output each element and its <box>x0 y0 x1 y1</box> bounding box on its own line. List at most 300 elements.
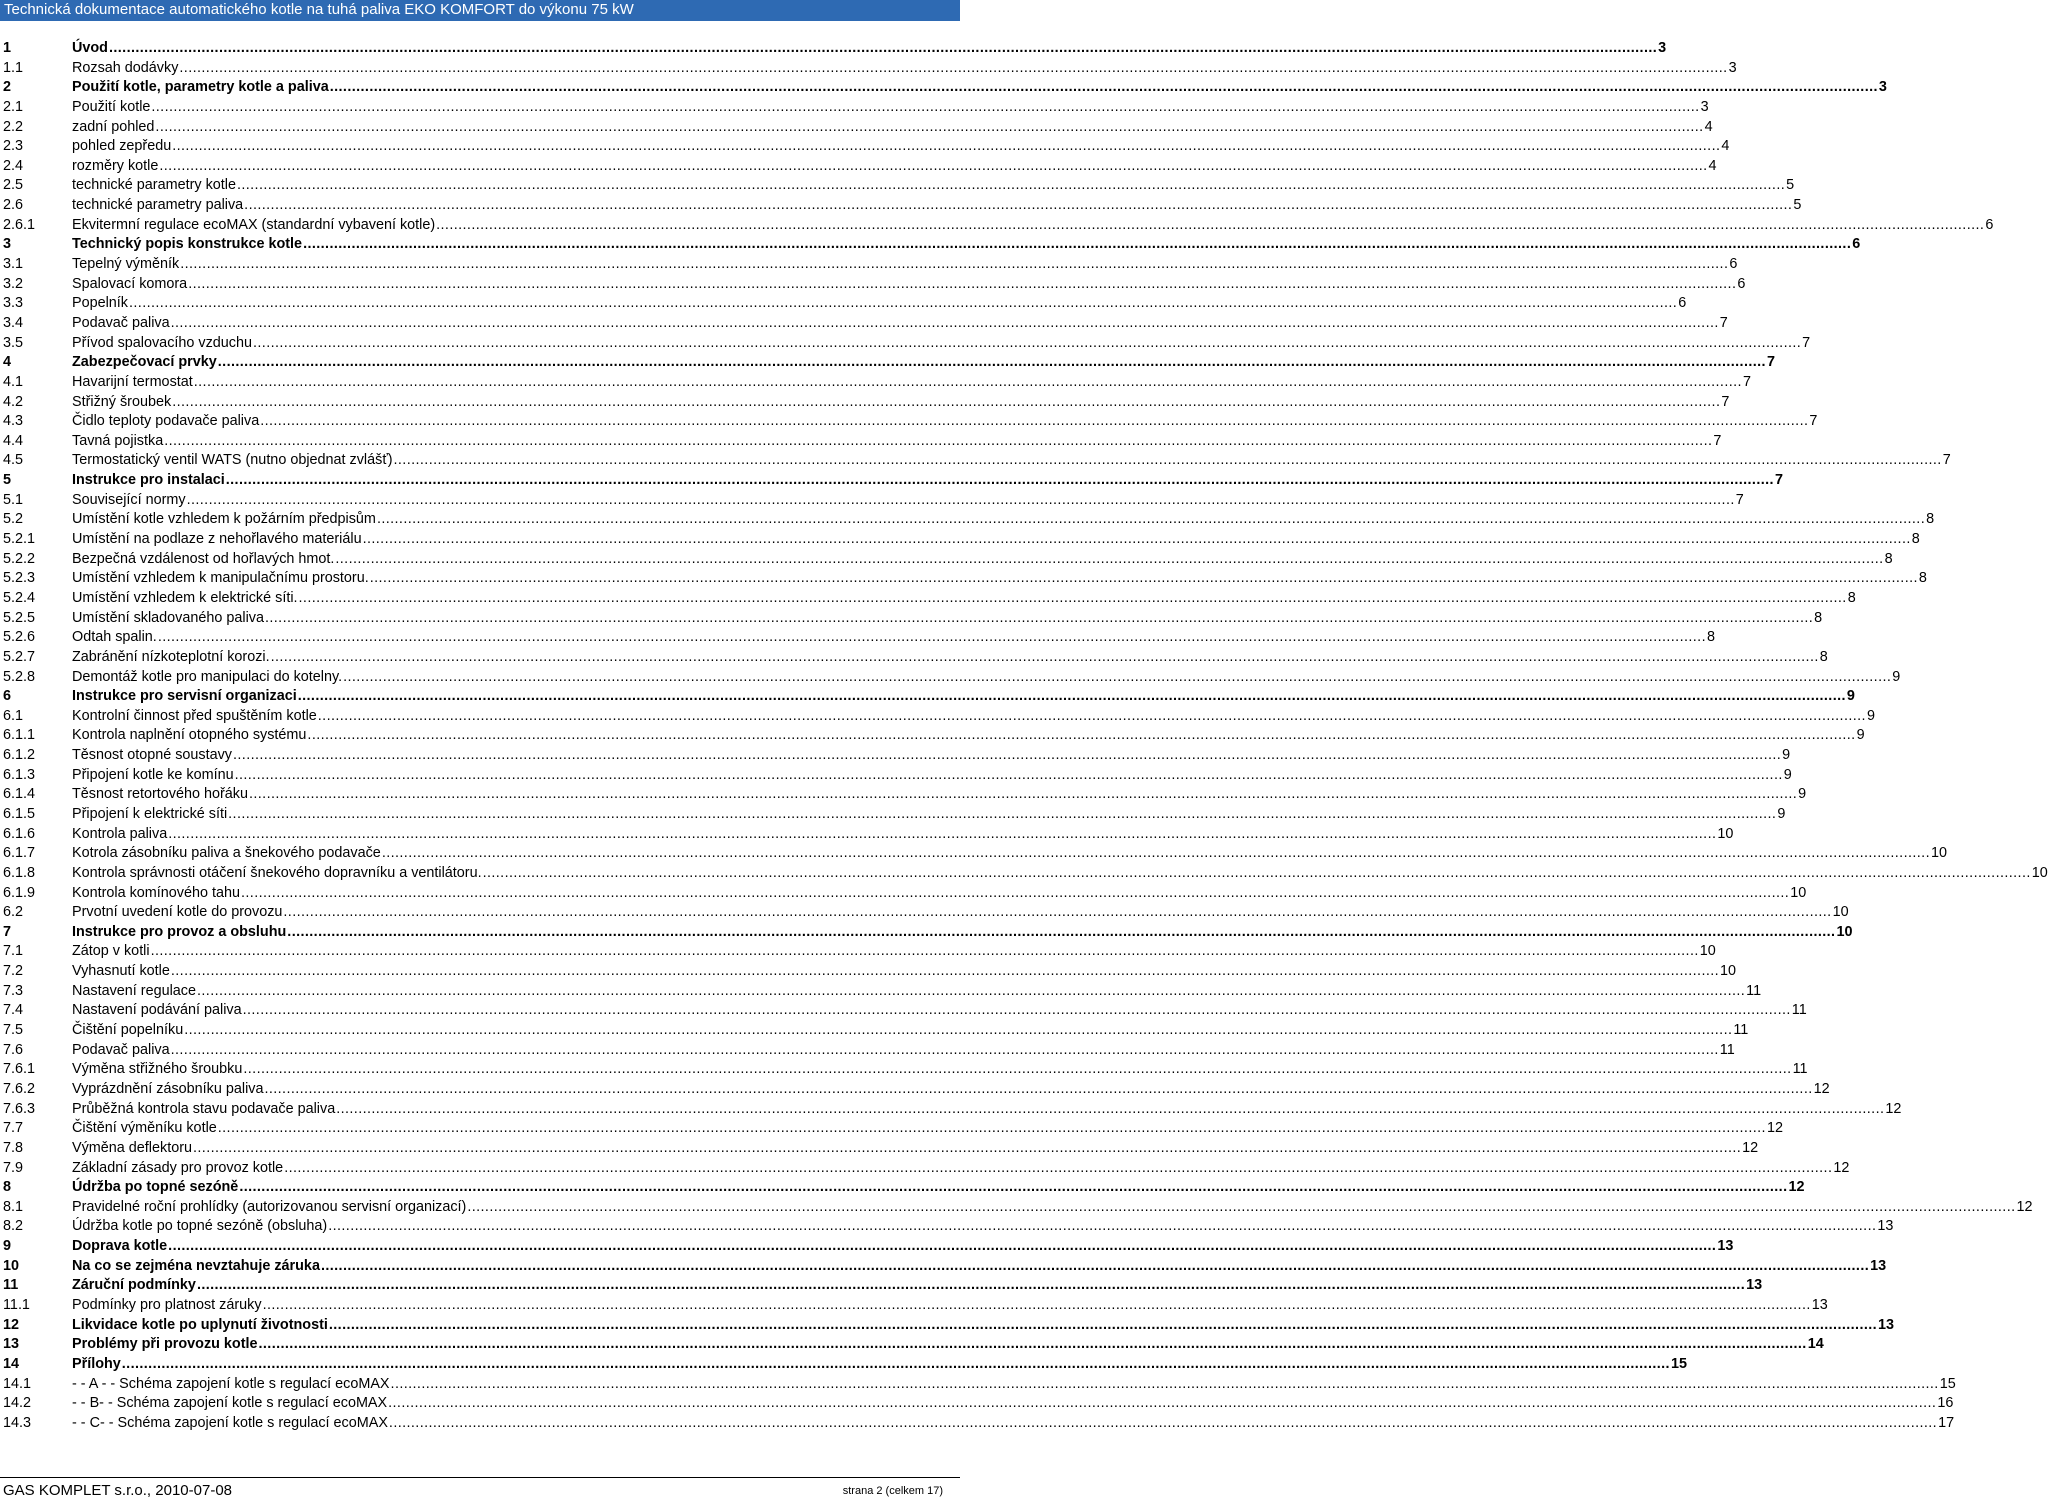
toc-dot-leader <box>394 451 1942 471</box>
toc-entry[interactable] <box>3 766 1792 786</box>
toc-entry[interactable] <box>3 1316 1895 1336</box>
toc-entry-number: 4 <box>3 354 12 371</box>
toc-entry-page: 11 <box>1719 1041 1735 1058</box>
toc-entry-title: Umístění vzhledem k elektrické síti. <box>72 589 298 606</box>
toc-entry-title: Kontrola paliva <box>72 825 168 842</box>
toc-entry-page: 9 <box>1777 805 1786 822</box>
toc-entry-title: Umístění vzhledem k manipulačnímu prostoru. <box>72 570 369 587</box>
toc-entry-page: 12 <box>1813 1080 1830 1097</box>
toc-entry-number: 2.3 <box>3 138 24 155</box>
toc-entry-title: Na co se zejména nevztahuje záruka <box>72 1257 320 1274</box>
document-header: Technická dokumentace automatického kotle na tuhá paliva EKO KOMFORT do výkonu 75 kW <box>0 0 960 21</box>
toc-entry[interactable] <box>3 962 1737 982</box>
toc-dot-leader <box>271 648 1819 668</box>
toc-entry-title: Těsnost retortového hořáku <box>72 786 248 803</box>
toc-entry-number: 14.1 <box>3 1375 32 1392</box>
toc-entry[interactable] <box>3 687 1855 707</box>
toc-entry-number: 14 <box>3 1355 20 1372</box>
toc-entry-title: Technický popis konstrukce kotle <box>72 236 303 253</box>
toc-entry-number: 4.3 <box>3 413 24 430</box>
toc-entry[interactable] <box>3 451 1951 471</box>
toc-entry-title: Zátop v kotli <box>72 943 150 960</box>
toc-entry-number: 4.5 <box>3 452 24 469</box>
toc-entry[interactable] <box>3 334 1811 354</box>
toc-entry[interactable] <box>3 216 1994 236</box>
toc-entry-title: Instrukce pro servisní organizaci <box>72 688 297 705</box>
toc-dot-leader <box>330 78 1878 98</box>
toc-entry-number: 5.2.8 <box>3 668 36 685</box>
toc-entry-page: 7 <box>1766 354 1775 371</box>
toc-entry-page: 15 <box>1670 1355 1687 1372</box>
toc-entry-title: Údržba kotle po topné sezóně (obsluha) <box>72 1218 328 1235</box>
toc-entry-number: 8.1 <box>3 1198 24 1215</box>
toc-entry-title: Podavač paliva <box>72 314 170 331</box>
toc-entry-number: 14.2 <box>3 1395 32 1412</box>
toc-dot-leader <box>249 785 1797 805</box>
toc-dot-leader <box>298 687 1846 707</box>
toc-dot-leader <box>336 1100 1884 1120</box>
toc-entry[interactable] <box>3 1139 1759 1159</box>
toc-entry-number: 1.1 <box>3 59 24 76</box>
toc-entry-page: 7 <box>1735 491 1744 508</box>
toc-entry[interactable] <box>3 196 1802 216</box>
toc-entry[interactable] <box>3 1080 1830 1100</box>
toc-entry-number: 6.1.8 <box>3 864 36 881</box>
toc-entry-page: 3 <box>1700 98 1709 115</box>
toc-entry-page: 7 <box>1802 334 1811 351</box>
toc-entry-number: 5.2.4 <box>3 589 36 606</box>
toc-entry[interactable] <box>3 373 1751 393</box>
toc-entry[interactable] <box>3 844 1947 864</box>
toc-entry-page: 16 <box>1937 1395 1954 1412</box>
toc-dot-leader <box>164 432 1712 452</box>
toc-entry-number: 2.2 <box>3 118 24 135</box>
toc-entry-title: Výměna deflektoru <box>72 1139 192 1156</box>
toc-entry-number: 6.2 <box>3 904 24 921</box>
toc-entry-page: 7 <box>1774 472 1783 489</box>
toc-entry[interactable] <box>3 432 1722 452</box>
toc-entry-page: 8 <box>1819 648 1828 665</box>
toc-entry-page: 13 <box>1746 1277 1763 1294</box>
toc-entry-number: 7.2 <box>3 963 24 980</box>
toc-entry-number: 2.1 <box>3 98 24 115</box>
toc-dot-leader <box>307 726 1855 746</box>
toc-entry-title: Údržba po topné sezóně <box>72 1179 239 1196</box>
toc-dot-leader <box>388 1394 1936 1414</box>
toc-dot-leader <box>299 589 1847 609</box>
toc-entry-number: 7.5 <box>3 1022 24 1039</box>
toc-entry-number: 7.1 <box>3 943 24 960</box>
toc-entry[interactable] <box>3 825 1734 845</box>
toc-dot-leader <box>159 157 1707 177</box>
toc-entry[interactable] <box>3 923 1853 943</box>
toc-entry-number: 9 <box>3 1238 12 1255</box>
toc-entry[interactable] <box>3 471 1783 491</box>
toc-entry-number: 13 <box>3 1336 20 1353</box>
toc-dot-leader <box>122 1355 1670 1375</box>
toc-entry[interactable] <box>3 746 1791 766</box>
toc-entry-title: Zabezpečovací prvky <box>72 354 217 371</box>
toc-entry-title: Umístění kotle vzhledem k požárním předpisům <box>72 511 376 528</box>
toc-entry-number: 12 <box>3 1316 20 1333</box>
toc-entry-number: 14.3 <box>3 1414 32 1431</box>
toc-entry[interactable] <box>3 550 1893 570</box>
toc-entry-number: 5.2.3 <box>3 570 36 587</box>
toc-entry-page: 10 <box>2031 864 2048 881</box>
toc-entry-title: Prvotní uvedení kotle do provozu <box>72 904 283 921</box>
toc-entry-title: Podavač paliva <box>72 1041 170 1058</box>
toc-entry[interactable] <box>3 942 1716 962</box>
toc-entry[interactable] <box>3 275 1746 295</box>
toc-entry-title: Zabránění nízkoteplotní korozi. <box>72 648 270 665</box>
toc-entry-page: 5 <box>1786 177 1795 194</box>
toc-entry-number: 11 <box>3 1277 19 1294</box>
toc-dot-leader <box>263 1296 1811 1316</box>
toc-dot-leader <box>239 1178 1787 1198</box>
toc-entry[interactable] <box>3 648 1828 668</box>
toc-entry[interactable] <box>3 668 1901 688</box>
toc-entry-title: Vyprázdnění zásobníku paliva <box>72 1080 264 1097</box>
toc-entry-page: 11 <box>1733 1022 1749 1039</box>
toc-entry-number: 3.3 <box>3 295 24 312</box>
toc-entry-page: 6 <box>1852 236 1861 253</box>
toc-entry-page: 12 <box>1742 1139 1759 1156</box>
toc-entry[interactable] <box>3 1021 1749 1041</box>
toc-entry-title: Vyhasnutí kotle <box>72 963 170 980</box>
toc-entry[interactable] <box>3 1217 1894 1237</box>
toc-entry[interactable] <box>3 1237 1734 1257</box>
toc-dot-leader <box>328 1217 1876 1237</box>
toc-entry[interactable] <box>3 628 1715 648</box>
toc-entry-title: - - C- - Schéma zapojení kotle s regulací ecoMAX <box>72 1414 388 1431</box>
toc-entry[interactable] <box>3 1394 1954 1414</box>
toc-entry[interactable] <box>3 314 1728 334</box>
toc-entry-title: Výměna střižného šroubku <box>72 1061 243 1078</box>
toc-entry-title: Přívod spalovacího vzduchu <box>72 334 252 351</box>
toc-entry-number: 7.3 <box>3 982 24 999</box>
toc-entry[interactable] <box>3 1119 1783 1139</box>
toc-dot-leader <box>172 137 1720 157</box>
toc-dot-leader <box>260 412 1808 432</box>
toc-entry-page: 14 <box>1807 1336 1824 1353</box>
toc-dot-leader <box>194 373 1742 393</box>
toc-entry-number: 7.8 <box>3 1139 24 1156</box>
toc-entry[interactable] <box>3 176 1795 196</box>
toc-entry[interactable] <box>3 530 1920 550</box>
toc-entry-page: 7 <box>1713 432 1722 449</box>
toc-entry-page: 5 <box>1793 197 1802 214</box>
toc-dot-leader <box>363 530 1911 550</box>
toc-dot-leader <box>171 962 1719 982</box>
toc-entry[interactable] <box>3 98 1709 118</box>
toc-entry-title: Problémy při provozu kotle <box>72 1336 258 1353</box>
toc-entry-page: 15 <box>1939 1375 1956 1392</box>
toc-entry-title: Odtah spalin. <box>72 629 157 646</box>
toc-entry-page: 3 <box>1658 40 1667 56</box>
toc-entry[interactable] <box>3 157 1717 177</box>
toc-dot-leader <box>391 1375 1939 1395</box>
toc-dot-leader <box>226 471 1774 491</box>
toc-entry-number: 5.2.7 <box>3 648 36 665</box>
toc-entry[interactable] <box>3 1335 1824 1355</box>
toc-entry[interactable] <box>3 864 2048 884</box>
toc-entry[interactable] <box>3 353 1775 373</box>
toc-entry[interactable] <box>3 1296 1828 1316</box>
toc-entry-title: Připojení k elektrické síti <box>72 805 228 822</box>
toc-dot-leader <box>467 1198 2015 1218</box>
toc-dot-leader <box>335 550 1883 570</box>
toc-dot-leader <box>303 235 1851 255</box>
toc-entry-title: - - A - - Schéma zapojení kotle s regulací ecoMAX <box>72 1375 390 1392</box>
toc-entry-number: 4.2 <box>3 393 24 410</box>
toc-entry-title: Tavná pojistka <box>72 432 164 449</box>
toc-entry-page: 4 <box>1704 118 1713 135</box>
toc-entry-number: 6.1.1 <box>3 727 36 744</box>
toc-entry-page: 8 <box>1847 589 1856 606</box>
toc-dot-leader <box>243 1001 1791 1021</box>
toc-dot-leader <box>197 1276 1745 1296</box>
toc-entry-title: Související normy <box>72 491 186 508</box>
toc-entry-title: technické parametry kotle <box>72 177 236 194</box>
toc-dot-leader <box>218 353 1766 373</box>
toc-entry-title: Těsnost otopné soustavy <box>72 747 232 764</box>
toc-entry-number: 2.5 <box>3 177 24 194</box>
toc-entry-number: 2.6.1 <box>3 216 36 233</box>
toc-dot-leader <box>253 334 1801 354</box>
toc-dot-leader <box>321 1257 1869 1277</box>
toc-dot-leader <box>483 864 2031 884</box>
toc-entry-page: 7 <box>1721 393 1730 410</box>
toc-dot-leader <box>264 1080 1812 1100</box>
toc-entry-page: 7 <box>1742 373 1751 390</box>
toc-entry-page: 6 <box>1678 295 1687 312</box>
toc-dot-leader <box>241 884 1789 904</box>
toc-entry-page: 11 <box>1791 1002 1807 1019</box>
toc-entry[interactable] <box>3 1375 1956 1395</box>
toc-entry-number: 5.2.5 <box>3 609 36 626</box>
toc-entry-number: 7.4 <box>3 1002 24 1019</box>
toc-entry-title: Průběžná kontrola stavu podavače paliva <box>72 1100 336 1117</box>
toc-entry-title: Bezpečná vzdálenost od hořlavých hmot. <box>72 550 335 567</box>
toc-dot-leader <box>436 216 1984 236</box>
toc-entry[interactable] <box>3 884 1807 904</box>
toc-entry-title: technické parametry paliva <box>72 197 244 214</box>
toc-entry-number: 6.1 <box>3 707 24 724</box>
toc-entry-number: 10 <box>3 1257 20 1274</box>
toc-entry[interactable] <box>3 589 1856 609</box>
toc-dot-leader <box>180 255 1728 275</box>
toc-entry-page: 8 <box>1884 550 1893 567</box>
toc-entry[interactable] <box>3 1276 1763 1296</box>
toc-entry[interactable] <box>3 707 1875 727</box>
toc-entry-page: 7 <box>1719 314 1728 331</box>
toc-entry-number: 6.1.2 <box>3 747 36 764</box>
toc-dot-leader <box>151 942 1699 962</box>
toc-entry-title: Demontáž kotle pro manipulaci do kotelny. <box>72 668 343 685</box>
toc-entry-number: 11.1 <box>3 1297 30 1313</box>
toc-entry[interactable] <box>3 1178 1805 1198</box>
toc-entry-title: Termostatický ventil WATS (nutno objednat zvlášť) <box>72 452 393 469</box>
toc-dot-leader <box>193 1139 1741 1159</box>
toc-entry[interactable] <box>3 1041 1735 1061</box>
toc-entry-number: 3.1 <box>3 256 24 273</box>
toc-entry-page: 7 <box>1809 413 1818 430</box>
toc-entry-page: 13 <box>1811 1297 1828 1313</box>
toc-dot-leader <box>284 1159 1832 1179</box>
toc-dot-leader <box>151 98 1699 118</box>
toc-entry-number: 6.1.9 <box>3 884 36 901</box>
toc-entry[interactable] <box>3 255 1738 275</box>
toc-dot-leader <box>382 844 1930 864</box>
toc-entry-page: 10 <box>1930 845 1947 862</box>
toc-entry-title: Kontrola správnosti otáčení šnekového dopravníku a ventilátoru. <box>72 864 482 881</box>
toc-dot-leader <box>243 1060 1791 1080</box>
footer-page-info: strana 2 (celkem 17) <box>842 1485 943 1497</box>
toc-dot-leader <box>109 39 1657 59</box>
toc-dot-leader <box>389 1414 1937 1434</box>
footer-rule <box>0 1477 960 1478</box>
toc-entry[interactable] <box>3 609 1823 629</box>
toc-entry-title: Záruční podmínky <box>72 1277 196 1294</box>
toc-entry-number: 2.4 <box>3 157 24 174</box>
toc-entry-page: 9 <box>1782 747 1791 764</box>
toc-entry-title: Použití kotle <box>72 98 151 115</box>
toc-entry[interactable] <box>3 805 1786 825</box>
toc-entry[interactable] <box>3 569 1927 589</box>
toc-entry-page: 8 <box>1706 629 1715 646</box>
toc-entry[interactable] <box>3 1060 1808 1080</box>
toc-entry[interactable] <box>3 1198 2033 1218</box>
toc-dot-leader <box>265 609 1813 629</box>
toc-entry-page: 6 <box>1985 216 1994 233</box>
toc-entry[interactable] <box>3 903 1849 923</box>
toc-entry[interactable] <box>3 235 1861 255</box>
toc-entry-number: 6.1.7 <box>3 845 36 862</box>
toc-entry-page: 10 <box>1720 963 1737 980</box>
toc-entry-title: Pravidelné roční prohlídky (autorizovanou servisní organizací) <box>72 1198 467 1215</box>
toc-dot-leader <box>343 668 1891 688</box>
toc-entry[interactable] <box>3 118 1713 138</box>
toc-entry-number: 7.6.2 <box>3 1080 36 1097</box>
toc-entry-title: Čidlo teploty podavače paliva <box>72 413 260 430</box>
toc-entry-title: Instrukce pro instalaci <box>72 472 225 489</box>
toc-dot-leader <box>184 1021 1732 1041</box>
toc-entry-number: 5 <box>3 472 12 489</box>
toc-entry-title: - - B- - Schéma zapojení kotle s regulací ecoMAX <box>72 1395 388 1412</box>
toc-entry-title: Podmínky pro platnost záruky <box>72 1297 262 1313</box>
toc-entry[interactable] <box>3 137 1730 157</box>
toc-entry[interactable] <box>3 294 1687 314</box>
toc-entry[interactable] <box>3 1001 1807 1021</box>
toc-entry-title: Rozsah dodávky <box>72 59 179 76</box>
toc-entry-page: 10 <box>1836 923 1853 940</box>
toc-entry-number: 4.1 <box>3 373 24 390</box>
toc-entry-title: Ekvitermní regulace ecoMAX (standardní vybavení kotle) <box>72 216 436 233</box>
toc-entry-page: 9 <box>1892 668 1901 685</box>
toc-entry-page: 13 <box>1717 1238 1734 1255</box>
toc-entry-title: Popelník <box>72 295 129 312</box>
toc-entry[interactable] <box>3 1100 1902 1120</box>
toc-entry-number: 5.2.1 <box>3 531 36 548</box>
toc-entry[interactable] <box>3 1355 1687 1375</box>
toc-dot-leader <box>155 118 1703 138</box>
toc-dot-leader <box>287 923 1835 943</box>
toc-entry-number: 5.1 <box>3 491 24 508</box>
toc-entry-number: 6.1.6 <box>3 825 36 842</box>
toc-entry[interactable] <box>3 726 1865 746</box>
toc-entry-title: Střižný šroubek <box>72 393 172 410</box>
toc-entry-title: Základní zásady pro provoz kotle <box>72 1159 284 1176</box>
toc-entry-page: 3 <box>1728 59 1737 76</box>
toc-entry-title: rozměry kotle <box>72 157 159 174</box>
toc-entry-page: 8 <box>1926 511 1935 528</box>
toc-entry-page: 4 <box>1708 157 1717 174</box>
toc-entry[interactable] <box>3 59 1737 79</box>
toc-dot-leader <box>187 491 1735 511</box>
toc-entry[interactable] <box>3 1414 1955 1434</box>
toc-entry-title: Nastavení regulace <box>72 982 196 999</box>
toc-dot-leader <box>188 275 1736 295</box>
footer-company-date: GAS KOMPLET s.r.o., 2010-07-08 <box>3 1482 232 1499</box>
toc-entry-page: 9 <box>1846 688 1855 705</box>
toc-entry-number: 3 <box>3 236 12 253</box>
toc-entry-title: Umístění na podlaze z nehořlavého materiálu <box>72 531 362 548</box>
toc-entry-title: Úvod <box>72 40 108 56</box>
toc-dot-leader <box>179 59 1727 79</box>
document-footer <box>0 1477 960 1502</box>
toc-entry-page: 10 <box>1717 825 1734 842</box>
toc-dot-leader <box>329 1316 1877 1336</box>
toc-entry[interactable] <box>3 1159 1850 1179</box>
toc-entry-page: 6 <box>1737 275 1746 292</box>
toc-entry[interactable] <box>3 1257 1887 1277</box>
toc-entry[interactable] <box>3 982 1762 1002</box>
toc-entry-page: 8 <box>1918 570 1927 587</box>
toc-dot-leader <box>171 314 1719 334</box>
toc-entry-number: 5.2.2 <box>3 550 36 567</box>
toc-entry-number: 6.1.5 <box>3 805 36 822</box>
toc-entry-number: 3.2 <box>3 275 24 292</box>
toc-dot-leader <box>244 196 1792 216</box>
toc-dot-leader <box>228 805 1776 825</box>
toc-entry-page: 8 <box>1911 531 1920 548</box>
toc-entry-number: 1 <box>3 40 12 56</box>
toc-entry-title: Čištění výměníku kotle <box>72 1120 217 1137</box>
toc-entry-page: 9 <box>1856 727 1865 744</box>
toc-entry-page: 13 <box>1877 1218 1894 1235</box>
toc-dot-leader <box>218 1119 1766 1139</box>
toc-dot-leader <box>168 1237 1716 1257</box>
toc-entry[interactable] <box>3 510 1935 530</box>
toc-entry-title: Použití kotle, parametry kotle a paliva <box>72 79 329 96</box>
toc-entry-page: 10 <box>1832 904 1849 921</box>
toc-entry-page: 8 <box>1814 609 1823 626</box>
toc-entry-number: 7.9 <box>3 1159 24 1176</box>
toc-entry[interactable] <box>3 39 1667 59</box>
toc-entry[interactable] <box>3 393 1730 413</box>
toc-entry[interactable] <box>3 785 1807 805</box>
toc-entry[interactable] <box>3 491 1744 511</box>
toc-entry-title: Kotrola zásobníku paliva a šnekového podavače <box>72 845 381 862</box>
toc-entry[interactable] <box>3 412 1818 432</box>
toc-entry-page: 9 <box>1798 786 1807 803</box>
toc-entry-number: 5.2 <box>3 511 24 528</box>
toc-entry-title: Připojení kotle ke komínu <box>72 766 234 783</box>
toc-entry-title: Umístění skladovaného paliva <box>72 609 264 626</box>
toc-dot-leader <box>172 393 1720 413</box>
toc-entry[interactable] <box>3 78 1887 98</box>
toc-entry-page: 12 <box>1885 1100 1902 1117</box>
